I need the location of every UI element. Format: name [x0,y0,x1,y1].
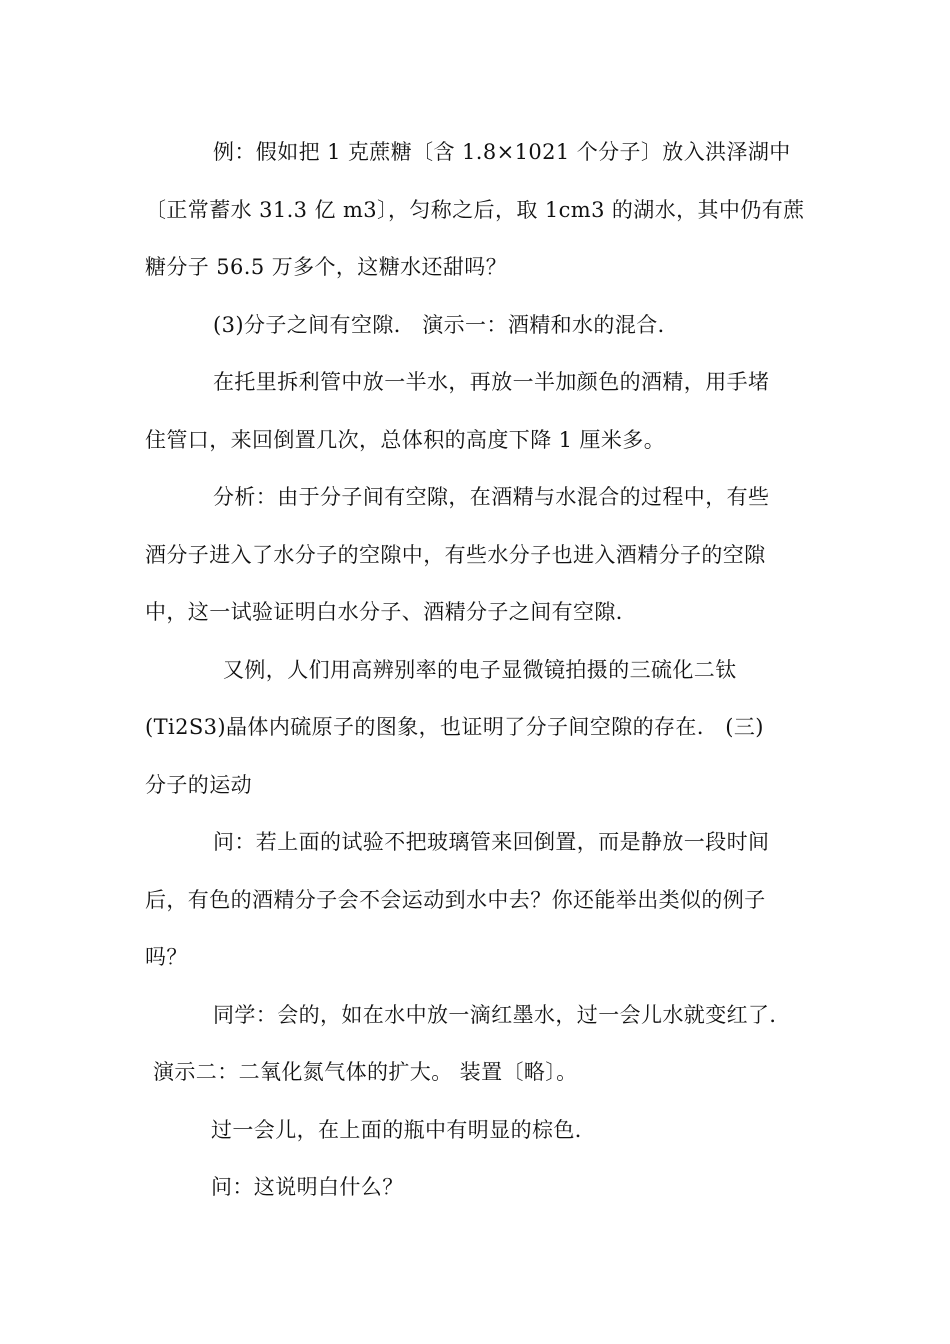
text-line-8: 酒分子进入了水分子的空隙中，有些水分子也进入酒精分子的空隙 [145,543,766,567]
text-line-11: (Ti2S3)晶体内硫原子的图象，也证明了分子间空隙的存在． (三) [145,715,764,739]
text-line-5: 在托里拆利管中放一半水，再放一半加颜色的酒精，用手堵 [213,370,770,394]
text-line-16: 同学：会的，如在水中放一滴红墨水，过一会儿水就变红了． [213,1003,791,1027]
text-line-3: 糖分子 56.5 万多个，这糖水还甜吗？ [145,255,508,279]
text-line-2: 〔正常蓄水 31.3 亿 m3〕，匀称之后，取 1cm3 的湖水，其中仍有蔗 [145,198,805,222]
text-line-17: 演示二：二氧化氮气体的扩大。 装置〔略〕。 [153,1060,578,1084]
text-line-15: 吗？ [145,945,188,969]
text-line-19: 问：这说明白什么？ [211,1175,404,1199]
text-line-7: 分析：由于分子间有空隙，在酒精与水混合的过程中，有些 [213,485,770,509]
text-line-14: 后，有色的酒精分子会不会运动到水中去？你还能举出类似的例子 [145,888,766,912]
text-line-1: 例：假如把 1 克蔗糖〔含 1.8×1021 个分子〕放入洪泽湖中 [213,140,791,164]
text-line-9: 中，这一试验证明白水分子、酒精分子之间有空隙． [145,600,638,624]
text-line-18: 过一会儿，在上面的瓶中有明显的棕色． [211,1118,597,1142]
text-line-6: 住管口，来回倒置几次，总体积的高度下降 1 厘米多。 [145,428,666,452]
text-line-12: 分子的运动 [145,773,252,797]
text-line-10: 又例，人们用高辨别率的电子显微镜拍摄的三硫化二钛 [223,658,737,682]
text-line-13: 问：若上面的试验不把玻璃管来回倒置，而是静放一段时间 [213,830,770,854]
text-line-4: (3)分子之间有空隙． 演示一：酒精和水的混合． [213,313,680,337]
